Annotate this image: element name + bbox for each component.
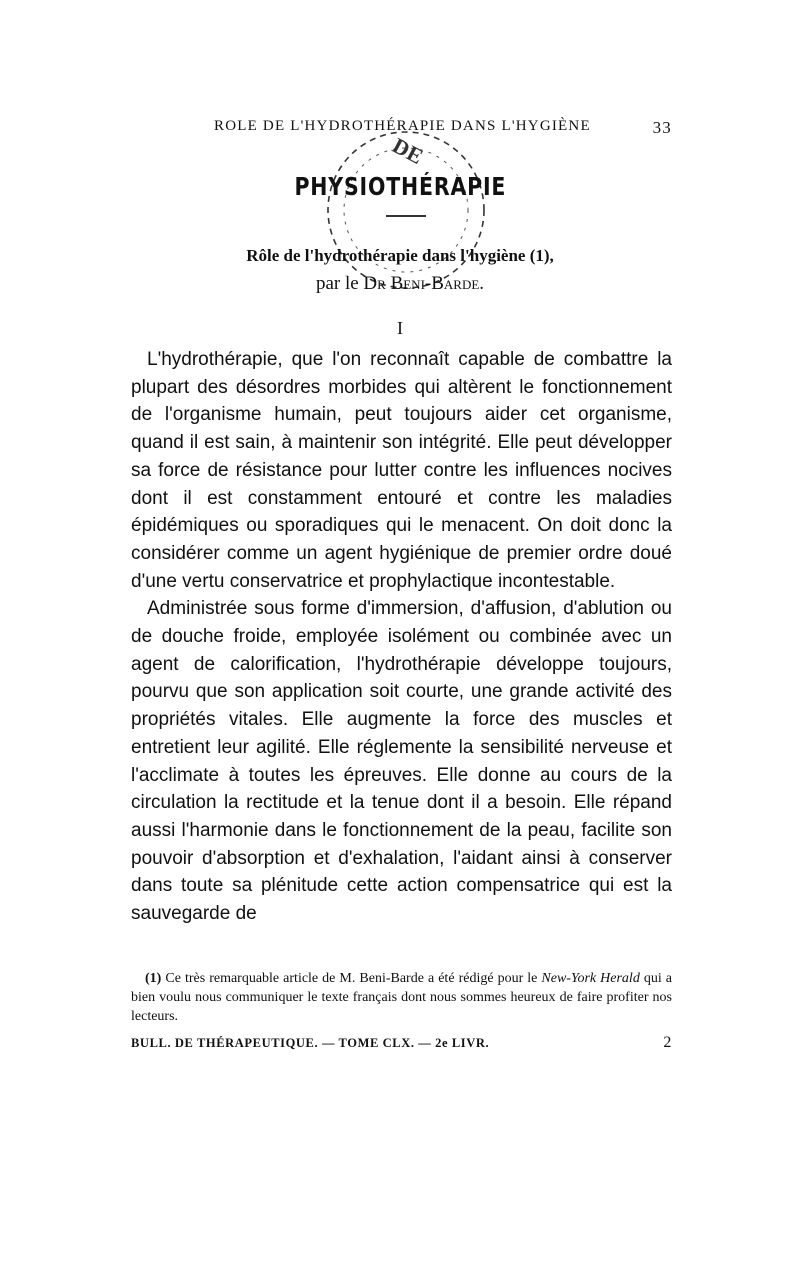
section-title: PHYSIOTHÉRAPIE xyxy=(294,172,507,201)
byline xyxy=(0,273,800,295)
paragraph-1: L'hydrothérapie, que l'on reconnaît capable de combattre la plupart des désordres morbides qui altèrent le fonctionnement de l'organisme humain, peut toujours aider cet organisme, quand il est sain, à maintenir son intégrité. Elle peut développer sa force de résistance pour lutter contre les influences nocives dont il est constamment entouré et contre les maladies épidémiques ou sporadiques qui le menacent. On doit donc la considérer comme un agent hygiénique de premier ordre doué d'une vertu conservatrice et prophylactique incontestable. xyxy=(131,349,672,592)
signature-text: BULL. DE THÉRAPEUTIQUE. — TOME CLX. — 2e LIVR. xyxy=(131,1036,490,1050)
article-title: Rôle de l'hydrothérapie dans l'hygiène (1), xyxy=(246,246,554,265)
footnote-mark: (1) xyxy=(145,971,162,986)
signature-number: 2 xyxy=(663,1034,672,1051)
footnote-text-before: Ce très remarquable article de M. Beni-Barde a été rédigé pour le xyxy=(165,971,538,986)
body-text xyxy=(131,346,672,928)
signature-line xyxy=(131,1036,672,1051)
author-name: Dr Beni-Barde. xyxy=(363,273,485,294)
byline-prefix: par le xyxy=(315,273,359,294)
page-number: 33 xyxy=(652,118,672,137)
section-numeral: I xyxy=(397,318,403,338)
footnote-text-after: qui a bien voulu nous communiquer le texte français dont nous sommes heureux de faire profiter nos lecteurs. xyxy=(131,971,672,1024)
footnote-publication: New-York Herald xyxy=(541,971,640,986)
stamp-arc-text: DE xyxy=(388,132,428,170)
footnote xyxy=(131,969,672,1026)
running-title: ROLE DE L'HYDROTHÉRAPIE DANS L'HYGIÈNE xyxy=(214,118,591,134)
paragraph-2: Administrée sous forme d'immersion, d'affusion, d'ablution ou de douche froide, employée isolément ou combinée avec un agent de calorification, l'hydrothérapie développe toujours, pourvu que son application soit courte, une grande activité des propriétés vitales. Elle augmente la force des muscles et entretient leur agilité. Elle réglemente la sensibilité nerveuse et l'acclimate à toutes les épreuves. Elle donne au cours de la circulation la rectitude et la tenue dont il a besoin. Elle répand aussi l'harmonie dans le fonctionnement de la peau, facilite son pouvoir d'absorption et d'exhalation, l'aidant ainsi à conserver dans toute sa plénitude cette action compensatrice qui est la sauvegarde de xyxy=(131,598,672,925)
